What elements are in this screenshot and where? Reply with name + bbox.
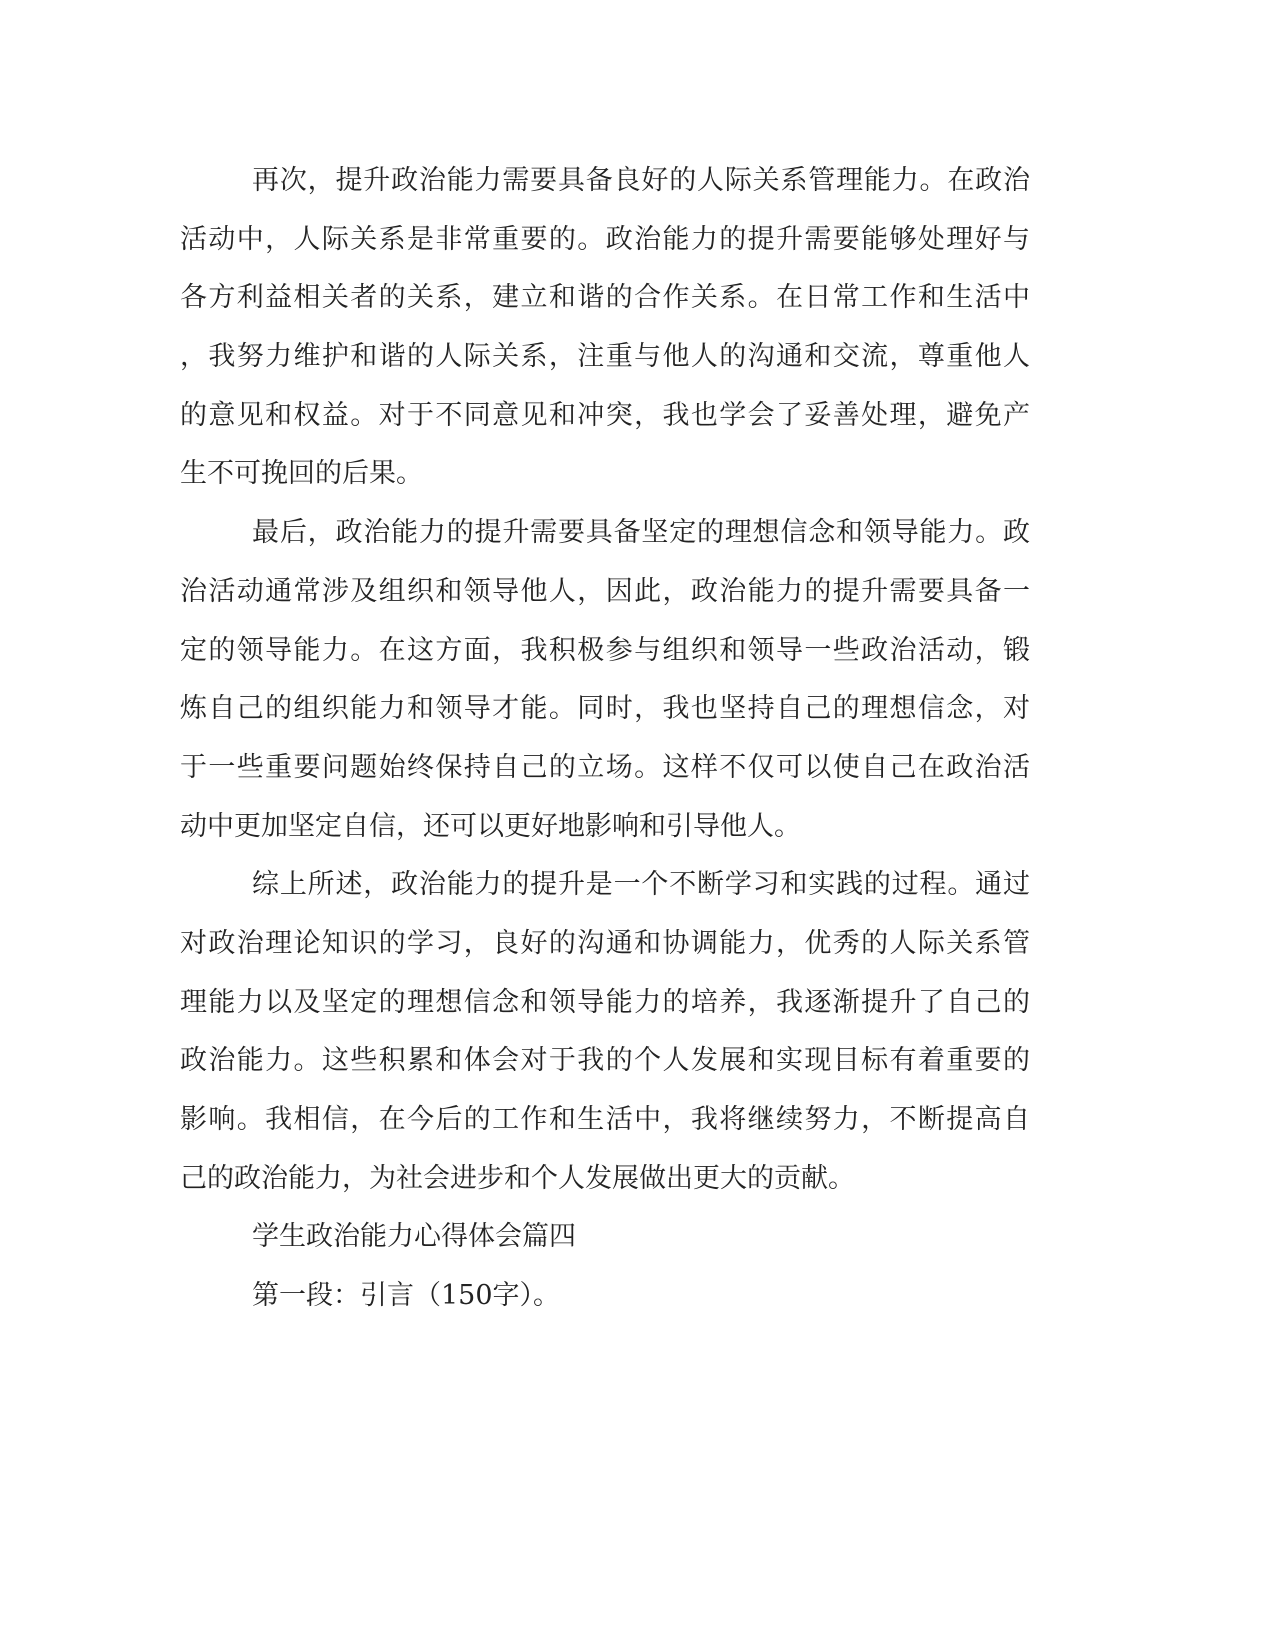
- text-line: ，我努力维护和谐的人际关系，注重与他人的沟通和交流，尊重他人: [180, 341, 1030, 373]
- text-line: 对政治理论知识的学习，良好的沟通和协调能力，优秀的人际关系管: [180, 927, 1030, 959]
- paragraph-interpersonal: [180, 152, 1030, 504]
- text-line: 影响。我相信，在今后的工作和生活中，我将继续努力，不断提高自: [180, 1104, 1030, 1135]
- text-line: 再次，提升政治能力需要具备良好的人际关系管理能力。在政治: [252, 165, 1030, 196]
- text-line: 定的领导能力。在这方面，我积极参与组织和领导一些政治活动，锻: [180, 634, 1030, 666]
- paragraph-conclusion: [180, 856, 1030, 1208]
- text-line: 于一些重要问题始终保持自己的立场。这样不仅可以使自己在政治活: [180, 751, 1030, 783]
- text-line: 炼自己的组织能力和领导才能。同时，我也坚持自己的理想信念，对: [180, 693, 1030, 725]
- text-line: 的意见和权益。对于不同意见和冲突，我也学会了妥善处理，避免产: [180, 399, 1030, 431]
- text-line: 理能力以及坚定的理想信念和领导能力的培养，我逐渐提升了自己的: [180, 986, 1030, 1018]
- text-line: 治活动通常涉及组织和领导他人，因此，政治能力的提升需要具备一: [180, 575, 1030, 607]
- paragraph-leadership: [180, 504, 1030, 856]
- text-line: 政治能力。这些积累和体会对于我的个人发展和实现目标有着重要的: [180, 1045, 1030, 1077]
- text-line: 最后，政治能力的提升需要具备坚定的理想信念和领导能力。政: [252, 517, 1030, 549]
- section-title: 学生政治能力心得体会篇四: [252, 1221, 576, 1253]
- subsection-title: 第一段：引言（150字）。: [252, 1280, 561, 1312]
- text-line: 综上所述，政治能力的提升是一个不断学习和实践的过程。通过: [252, 869, 1030, 901]
- text-line: 活动中，人际关系是非常重要的。政治能力的提升需要能够处理好与: [180, 223, 1030, 255]
- text-line: 各方利益相关者的关系，建立和谐的合作关系。在日常工作和生活中: [180, 282, 1030, 314]
- text-line: 动中更加坚定自信，还可以更好地影响和引导他人。: [180, 810, 801, 842]
- text-line: 生不可挽回的后果。: [180, 458, 423, 490]
- text-line: 己的政治能力，为社会进步和个人发展做出更大的贡献。: [180, 1162, 855, 1194]
- document-body: [180, 152, 1030, 1326]
